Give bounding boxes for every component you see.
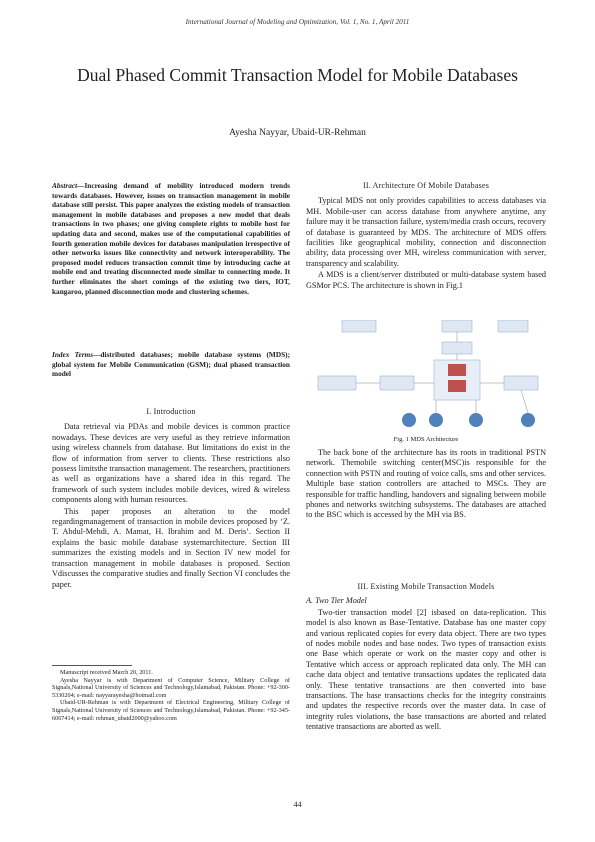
footnote-rule <box>52 665 132 666</box>
fig-box <box>442 342 472 354</box>
paper-title: Dual Phased Commit Transaction Model for Mobile Databases <box>77 65 518 85</box>
authors: Ayesha Nayyar, Ubaid-UR-Rehman <box>229 128 366 138</box>
index-terms <box>52 350 290 379</box>
paragraph: A MDS is a client/server distributed or multi-database system based GSMor PCS. The architecture is shown in Fig.1 <box>306 270 546 290</box>
journal-header: International Journal of Modeling and Optimization, Vol. 1, No. 1, April 2011 <box>185 18 410 26</box>
footnote: Ubaid-UR-Rehman is with Department of Electrical Engineering, Military College of Signals,National University of Sciences and Technology,Islamabad, Pakistan. Phone: +92-345-6067414; e-mail: rehman_ubaid2000@yahoo.com <box>52 699 290 722</box>
fig-node <box>429 413 443 427</box>
fig-db <box>448 364 466 376</box>
fig-box <box>342 320 376 332</box>
paragraph: Data retrieval via PDAs and mobile devices is common practice nowadays. These devices are very useful as they retrieve information using wireless channels from database. But limitations do exist in the flow of information from server to clients. These restrictions also possess limitsthe transaction management. The researchers, practitioners as well as organizations have a shared idea in this regard. The framework of such system includes mobile devices, wired & wireless components along with human resources. <box>52 422 290 505</box>
section-2-continued <box>306 448 546 522</box>
index-terms-label: Index Terms <box>52 350 94 359</box>
paragraph: Two-tier transaction model [2] isbased on data-replication. This model is also known as Base-Tentative. Database has one master copy and various replicated copies for every data object. There are two types of nodes mobile nodes and base nodes. Two types of transaction exists one Base which operate or work on the master copy and other is Tentative which access or approach replicated data only. The MH can cache data object and tentative transactions updates the replicated data only. These tentative transactions are then converted into base transactions. The base transactions checks for the integrity constraints and updates the respective records over the master data. In case of integrity rules violations, the base transactions are aborted and related tentative transactions are aborted as well. <box>306 607 546 732</box>
fig-box <box>504 376 538 390</box>
fig-node <box>521 413 535 427</box>
abstract-label: Abstract <box>52 181 78 190</box>
section-3 <box>306 582 546 734</box>
fig-node <box>402 413 416 427</box>
footnote: Ayesha Nayyar is with Department of Computer Science, Military College of Signals,National University of Sciences and Technology,Islamabad, Pakistan. Phone: +92-300-5330204; e-mail: nayyarayesha@hotmail.com <box>52 676 290 699</box>
subsection-heading: A. Two Tier Model <box>306 596 367 606</box>
fig-box <box>380 376 414 390</box>
fig-box <box>442 320 472 332</box>
fig-box <box>498 320 528 332</box>
paragraph: This paper proposes an alteration to the model regardingmanagement of transaction in mobile devices proposed by ‘Z. T. Abdul-Mehdi, A. Mamat, H. Ibrahim and M. Deris’. Section II explains the basic mobile database systemarchitecture. Section III summarizes the existing models and in Section IV new model for transaction management in mobile databases is proposed. Section Vdiscusses the comparative studies and finally Section VI concludes the paper. <box>52 506 290 589</box>
index-terms-text: —distributed databases; mobile database systems (MDS); global system for Mobile Communication (GSM); dual phased transaction model <box>52 350 291 379</box>
paragraph: Typical MDS not only provides capabilities to access databases via MH. Mobile-user can access database from anywhere anytime, any failure may it be transaction failure, system/media crash occurs, recovery of database is guaranteed by MDS. The architecture of MDS offers facilities like geographical mobility, connection and disconnection ability, data processing over MH, wireless communication with server, transparency and scalability. <box>306 196 546 268</box>
page-number: 44 <box>293 800 302 809</box>
section-3-heading: III. Existing Mobile Transaction Models <box>357 582 495 591</box>
fig-box <box>318 376 356 390</box>
abstract <box>52 181 290 296</box>
section-2 <box>306 181 546 292</box>
figure-caption: Fig. 1 MDS Architecture <box>393 436 459 443</box>
abstract-text: —Increasing demand of mobility introduced modern trends towards databases. However, issues on transaction management in mobile database still persist. This paper analyzes the existing models of transaction management in mobile databases and proposes a new model that deals transactions in two phases; one giving complete rights to mobile host for updating data and second, makes use of the computational capabilities of fourth generation mobile devices for databases manipulation irrespective of other networks issues like connectivity and network interoperability. The proposed model reduces transaction commit time by introducing cache at mobile end and treating disconnected mode similar to connecting mode. It further eliminates the short comings of the existing two tiers, IOT, kangaroo, planned disconnection mode and clustering schemes. <box>52 181 290 296</box>
paragraph: The back bone of the architecture has its roots in traditional PSTN network. Themobile switching center(MSC)is responsible for the connection with PSTN and routing of voice calls, sms and other services. Multiple base station controllers are attached to MSCs. They are responsible for traffic handling, handovers and signaling between mobile phones and networks switching subsystems. The databases are attached to the BSC which is accessed by the MH via BS. <box>306 448 546 520</box>
section-2-heading: II. Architecture Of Mobile Databases <box>362 181 490 190</box>
mds-architecture-figure <box>316 320 546 434</box>
footnote: Manuscript received March 20, 2011. <box>60 669 153 676</box>
fig-db <box>448 380 466 392</box>
footnotes <box>52 669 290 722</box>
fig-node <box>469 413 483 427</box>
section-1 <box>52 407 290 591</box>
section-1-heading: I. Introduction <box>146 407 196 416</box>
fig-link <box>521 390 528 413</box>
